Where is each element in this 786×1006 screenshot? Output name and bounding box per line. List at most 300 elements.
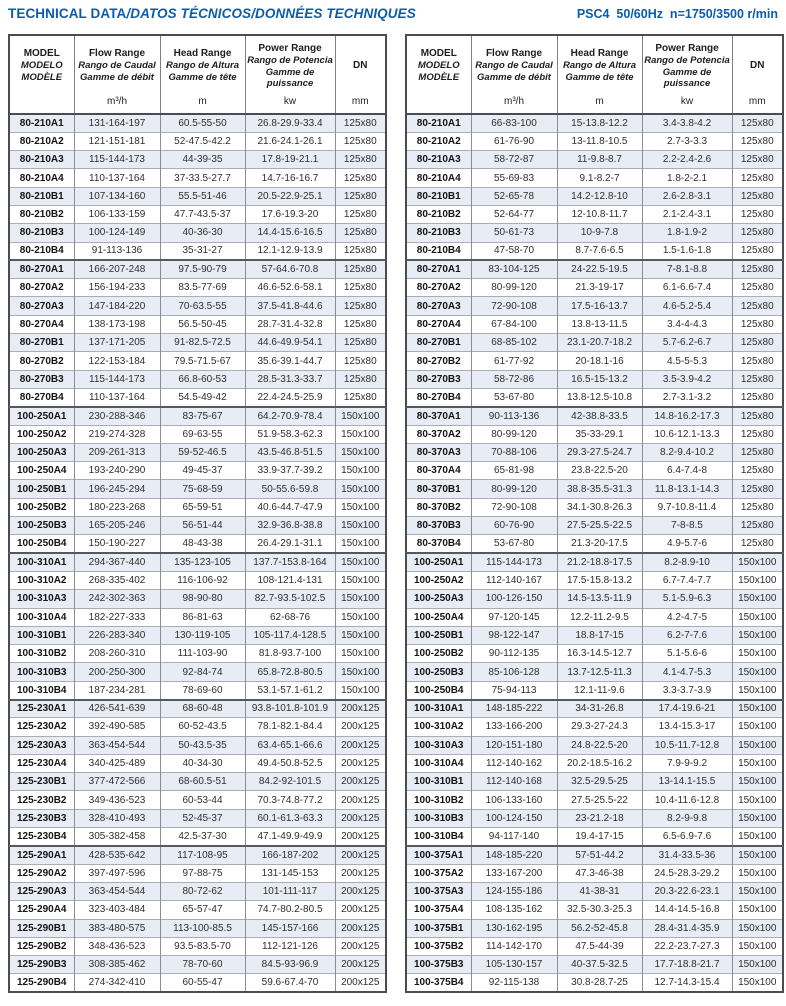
table-row (406, 132, 783, 150)
cell-model: 100-250B3 (406, 663, 471, 681)
table-row (9, 205, 386, 223)
cell-power-range: 47.1-49.9-49.9 (245, 828, 335, 846)
cell-power-range: 43.5-46.8-51.5 (245, 443, 335, 461)
cell-head-range: 12.1-11-9.6 (557, 681, 642, 699)
cell-power-range: 10.5-11.7-12.8 (642, 736, 732, 754)
cell-flow-range: 182-227-333 (74, 608, 160, 626)
cell-flow-range: 166-207-248 (74, 260, 160, 278)
cell-model: 100-310A1 (9, 553, 74, 571)
cell-flow-range: 110-137-164 (74, 388, 160, 406)
header-flow-fr: Gamme de débit (80, 72, 154, 83)
cell-dn: 150x100 (335, 462, 386, 480)
cell-head-range: 83-75-67 (160, 407, 245, 425)
cell-dn: 150x100 (732, 864, 783, 882)
cell-power-range: 5.1-5.9-6.3 (642, 590, 732, 608)
cell-dn: 200x125 (335, 828, 386, 846)
cell-model: 100-375B4 (406, 974, 471, 992)
cell-flow-range: 148-185-220 (471, 846, 557, 864)
table-row (9, 260, 386, 278)
cell-power-range: 5.1-5.6-6 (642, 645, 732, 663)
cell-power-range: 65.8-72.8-80.5 (245, 663, 335, 681)
table-row (406, 169, 783, 187)
cell-flow-range: 55-69-83 (471, 169, 557, 187)
cell-flow-range: 47-58-70 (471, 242, 557, 260)
table-row (9, 754, 386, 772)
cell-dn: 125x80 (335, 114, 386, 132)
cell-power-range: 60.1-61.3-63.3 (245, 809, 335, 827)
table-row (406, 791, 783, 809)
table-row (406, 645, 783, 663)
cell-flow-range: 105-130-157 (471, 956, 557, 974)
cell-flow-range: 130-162-195 (471, 919, 557, 937)
header-model-es: MODELO (20, 60, 63, 71)
cell-head-range: 56.2-52-45.8 (557, 919, 642, 937)
cell-power-range: 4.9-5.7-6 (642, 535, 732, 553)
cell-model: 125-230A3 (9, 736, 74, 754)
cell-head-range: 32.5-29.5-25 (557, 773, 642, 791)
cell-flow-range: 52-64-77 (471, 205, 557, 223)
table-row (406, 626, 783, 644)
header-model-fr: MODÈLE (418, 72, 460, 83)
cell-dn: 125x80 (732, 279, 783, 297)
cell-flow-range: 363-454-544 (74, 736, 160, 754)
cell-flow-range: 114-142-170 (471, 937, 557, 955)
cell-model: 125-290B1 (9, 919, 74, 937)
cell-flow-range: 108-135-162 (471, 901, 557, 919)
cell-power-range: 59.6-67.4-70 (245, 974, 335, 992)
cell-power-range: 46.6-52.6-58.1 (245, 279, 335, 297)
cell-flow-range: 377-472-566 (74, 773, 160, 791)
cell-model: 100-310B1 (9, 626, 74, 644)
cell-model: 125-290B3 (9, 956, 74, 974)
cell-flow-range: 66-83-100 (471, 114, 557, 132)
cell-model: 80-210A2 (9, 132, 74, 150)
table-row (9, 773, 386, 791)
cell-flow-range: 94-117-140 (471, 828, 557, 846)
cell-model: 125-290A2 (9, 864, 74, 882)
cell-power-range: 1.8-2-2.1 (642, 169, 732, 187)
cell-model: 125-230A1 (9, 700, 74, 718)
column-header-power-range (245, 35, 335, 114)
cell-power-range: 3.5-3.9-4.2 (642, 370, 732, 388)
cell-power-range: 26.4-29.1-31.1 (245, 535, 335, 553)
cell-flow-range: 97-120-145 (471, 608, 557, 626)
cell-power-range: 6.2-7-7.6 (642, 626, 732, 644)
table-row (9, 224, 386, 242)
table-row (406, 425, 783, 443)
cell-model: 80-270B1 (9, 334, 74, 352)
cell-dn: 150x100 (335, 645, 386, 663)
cell-flow-range: 92-115-138 (471, 974, 557, 992)
cell-dn: 125x80 (335, 151, 386, 169)
cell-model: 80-210A1 (406, 114, 471, 132)
cell-flow-range: 70-88-106 (471, 443, 557, 461)
cell-power-range: 9.7-10.8-11.4 (642, 498, 732, 516)
cell-head-range: 21.3-20-17.5 (557, 535, 642, 553)
table-row (9, 114, 386, 132)
cell-model: 80-270A2 (406, 279, 471, 297)
cell-head-range: 32.5-30.3-25.3 (557, 901, 642, 919)
cell-flow-range: 133-167-200 (471, 864, 557, 882)
cell-head-range: 40-36-30 (160, 224, 245, 242)
cell-head-range: 83.5-77-69 (160, 279, 245, 297)
cell-flow-range: 124-155-186 (471, 882, 557, 900)
header-head-fr: Gamme de tête (565, 72, 634, 83)
cell-dn: 125x80 (732, 315, 783, 333)
table-row (9, 132, 386, 150)
cell-flow-range: 58-72-87 (471, 151, 557, 169)
cell-head-range: 23-21.2-18 (557, 809, 642, 827)
table-row (9, 626, 386, 644)
cell-dn: 125x80 (335, 169, 386, 187)
table-row (406, 187, 783, 205)
cell-model: 100-310A2 (406, 718, 471, 736)
cell-dn: 150x100 (335, 498, 386, 516)
header-flow-en: Flow Range (485, 48, 543, 59)
cell-power-range: 108-121.4-131 (245, 571, 335, 589)
table-row (9, 480, 386, 498)
cell-flow-range: 65-81-98 (471, 462, 557, 480)
table-row (9, 297, 386, 315)
table-row (406, 773, 783, 791)
cell-power-range: 3.4-3.8-4.2 (642, 114, 732, 132)
table-row (9, 718, 386, 736)
cell-dn: 200x125 (335, 809, 386, 827)
cell-head-range: 40-37.5-32.5 (557, 956, 642, 974)
cell-flow-range: 187-234-281 (74, 681, 160, 699)
cell-power-range: 112-121-126 (245, 937, 335, 955)
cell-dn: 125x80 (732, 388, 783, 406)
cell-dn: 200x125 (335, 901, 386, 919)
cell-dn: 200x125 (335, 919, 386, 937)
cell-dn: 150x100 (732, 901, 783, 919)
cell-model: 80-270A3 (406, 297, 471, 315)
cell-model: 80-210A4 (406, 169, 471, 187)
cell-power-range: 84.2-92-101.5 (245, 773, 335, 791)
table-row (406, 974, 783, 992)
header-dn-unit: mm (748, 96, 766, 107)
cell-flow-range: 196-245-294 (74, 480, 160, 498)
cell-dn: 200x125 (335, 864, 386, 882)
cell-dn: 125x80 (335, 370, 386, 388)
cell-dn: 125x80 (732, 480, 783, 498)
cell-flow-range: 308-385-462 (74, 956, 160, 974)
cell-dn: 150x100 (732, 791, 783, 809)
cell-dn: 150x100 (335, 553, 386, 571)
cell-head-range: 10-9-7.8 (557, 224, 642, 242)
cell-dn: 150x100 (335, 480, 386, 498)
cell-head-range: 17.5-16-13.7 (557, 297, 642, 315)
cell-head-range: 13.8-12.5-10.8 (557, 388, 642, 406)
page-title-translations: /DATOS TÉCNICOS/DONNÉES TECHNIQUES (126, 6, 416, 21)
cell-head-range: 24.8-22.5-20 (557, 736, 642, 754)
cell-dn: 125x80 (335, 297, 386, 315)
column-header-dn (732, 35, 783, 114)
cell-flow-range: 226-283-340 (74, 626, 160, 644)
cell-model: 100-375A1 (406, 846, 471, 864)
page-header (8, 6, 780, 21)
cell-model: 100-310A1 (406, 700, 471, 718)
header-model-unit (10, 93, 74, 113)
cell-model: 100-250A4 (9, 462, 74, 480)
cell-head-range: 17.5-15.8-13.2 (557, 571, 642, 589)
cell-head-range: 47.3-46-38 (557, 864, 642, 882)
cell-dn: 125x80 (732, 425, 783, 443)
cell-model: 100-310B2 (406, 791, 471, 809)
cell-power-range: 20.5-22.9-25.1 (245, 187, 335, 205)
cell-model: 80-210A3 (9, 151, 74, 169)
cell-flow-range: 392-490-585 (74, 718, 160, 736)
cell-power-range: 64.2-70.9-78.4 (245, 407, 335, 425)
cell-dn: 150x100 (732, 718, 783, 736)
cell-flow-range: 383-480-575 (74, 919, 160, 937)
cell-dn: 200x125 (335, 700, 386, 718)
table-row (9, 407, 386, 425)
cell-model: 100-375A2 (406, 864, 471, 882)
table-row (9, 279, 386, 297)
table-row (406, 718, 783, 736)
cell-power-range: 12.7-14.3-15.4 (642, 974, 732, 992)
cell-flow-range: 115-144-173 (74, 370, 160, 388)
column-header-head-range (557, 35, 642, 114)
cell-dn: 125x80 (732, 224, 783, 242)
cell-model: 80-270B2 (406, 352, 471, 370)
table-row (9, 663, 386, 681)
cell-power-range: 8.2-8.9-10 (642, 553, 732, 571)
cell-flow-range: 428-535-642 (74, 846, 160, 864)
cell-flow-range: 100-124-149 (74, 224, 160, 242)
header-head-es: Rango de Altura (165, 60, 239, 71)
cell-dn: 150x100 (732, 956, 783, 974)
header-head-fr: Gamme de tête (168, 72, 237, 83)
cell-flow-range: 52-65-78 (471, 187, 557, 205)
cell-power-range: 17.6-19.3-20 (245, 205, 335, 223)
cell-model: 80-210A4 (9, 169, 74, 187)
cell-head-range: 65-57-47 (160, 901, 245, 919)
cell-flow-range: 67-84-100 (471, 315, 557, 333)
cell-head-range: 66.8-60-53 (160, 370, 245, 388)
cell-head-range: 97.5-90-79 (160, 260, 245, 278)
cell-power-range: 84.5-93-96.9 (245, 956, 335, 974)
cell-model: 80-210B3 (406, 224, 471, 242)
cell-power-range: 57-64.6-70.8 (245, 260, 335, 278)
cell-power-range: 8.2-9.4-10.2 (642, 443, 732, 461)
cell-power-range: 2.1-2.4-3.1 (642, 205, 732, 223)
cell-flow-range: 106-133-160 (471, 791, 557, 809)
cell-model: 100-250A1 (9, 407, 74, 425)
table-row (9, 645, 386, 663)
cell-model: 125-290A4 (9, 901, 74, 919)
cell-power-range: 1.8-1.9-2 (642, 224, 732, 242)
cell-dn: 200x125 (335, 718, 386, 736)
cell-power-range: 35.6-39.1-44.7 (245, 352, 335, 370)
cell-head-range: 42.5-37-30 (160, 828, 245, 846)
cell-model: 125-290A3 (9, 882, 74, 900)
header-flow-en: Flow Range (88, 48, 146, 59)
cell-model: 80-370A1 (406, 407, 471, 425)
cell-power-range: 7.9-9-9.2 (642, 754, 732, 772)
cell-head-range: 27.5-25.5-22 (557, 791, 642, 809)
cell-model: 100-250A2 (9, 425, 74, 443)
table-row (9, 791, 386, 809)
table-row (406, 443, 783, 461)
cell-dn: 150x100 (335, 681, 386, 699)
table-row (406, 260, 783, 278)
cell-power-range: 40.6-44.7-47.9 (245, 498, 335, 516)
cell-dn: 125x80 (335, 315, 386, 333)
header-dn: DN (353, 60, 368, 71)
cell-flow-range: 53-67-80 (471, 388, 557, 406)
table-row (9, 535, 386, 553)
table-row (406, 571, 783, 589)
cell-dn: 125x80 (732, 352, 783, 370)
cell-dn: 200x125 (335, 937, 386, 955)
tables-container (8, 34, 780, 993)
cell-dn: 150x100 (335, 663, 386, 681)
cell-head-range: 35-33-29.1 (557, 425, 642, 443)
header-flow-es: Rango de Caudal (475, 60, 553, 71)
cell-model: 100-310B2 (9, 645, 74, 663)
cell-dn: 200x125 (335, 754, 386, 772)
cell-flow-range: 100-124-150 (471, 809, 557, 827)
cell-model: 80-270A4 (9, 315, 74, 333)
header-head-unit: m (198, 96, 207, 107)
cell-model: 100-375B1 (406, 919, 471, 937)
cell-power-range: 3.3-3.7-3.9 (642, 681, 732, 699)
cell-head-range: 47.5-44-39 (557, 937, 642, 955)
cell-head-range: 38.8-35.5-31.3 (557, 480, 642, 498)
cell-flow-range: 131-164-197 (74, 114, 160, 132)
cell-model: 100-250B1 (406, 626, 471, 644)
table-row (9, 700, 386, 718)
cell-flow-range: 61-76-90 (471, 132, 557, 150)
cell-head-range: 49-45-37 (160, 462, 245, 480)
cell-power-range: 10.6-12.1-13.3 (642, 425, 732, 443)
cell-dn: 150x100 (732, 754, 783, 772)
cell-power-range: 2.7-3-3.3 (642, 132, 732, 150)
cell-dn: 150x100 (732, 773, 783, 791)
cell-flow-range: 90-113-136 (471, 407, 557, 425)
cell-head-range: 23.8-22.5-20 (557, 462, 642, 480)
cell-head-range: 27.5-25.5-22.5 (557, 517, 642, 535)
cell-model: 80-270B2 (9, 352, 74, 370)
cell-flow-range: 242-302-363 (74, 590, 160, 608)
table-row (406, 590, 783, 608)
cell-head-range: 59-52-46.5 (160, 443, 245, 461)
column-header-dn (335, 35, 386, 114)
cell-model: 100-250A1 (406, 553, 471, 571)
cell-dn: 125x80 (335, 352, 386, 370)
cell-flow-range: 156-194-233 (74, 279, 160, 297)
cell-power-range: 33.9-37.7-39.2 (245, 462, 335, 480)
cell-flow-range: 122-153-184 (74, 352, 160, 370)
table-row (9, 352, 386, 370)
cell-dn: 150x100 (732, 809, 783, 827)
cell-flow-range: 80-99-120 (471, 480, 557, 498)
cell-model: 100-250B2 (9, 498, 74, 516)
cell-head-range: 48-43-38 (160, 535, 245, 553)
cell-head-range: 13.7-12.5-11.3 (557, 663, 642, 681)
cell-power-range: 81.8-93.7-100 (245, 645, 335, 663)
cell-dn: 125x80 (335, 260, 386, 278)
cell-model: 100-250A4 (406, 608, 471, 626)
table-row (406, 535, 783, 553)
cell-head-range: 21.2-18.8-17.5 (557, 553, 642, 571)
cell-head-range: 92-84-74 (160, 663, 245, 681)
cell-model: 125-290B2 (9, 937, 74, 955)
cell-model: 80-270A3 (9, 297, 74, 315)
cell-head-range: 13-11.8-10.5 (557, 132, 642, 150)
header-power-fr: Gamme de puissance (265, 66, 315, 89)
column-header-head-range (160, 35, 245, 114)
cell-dn: 125x80 (732, 297, 783, 315)
table-row (406, 114, 783, 132)
table-row (9, 242, 386, 260)
cell-model: 125-230B1 (9, 773, 74, 791)
cell-model: 100-375A4 (406, 901, 471, 919)
cell-head-range: 50-43.5-35 (160, 736, 245, 754)
header-model-fr: MODÈLE (21, 72, 63, 83)
cell-dn: 150x100 (335, 590, 386, 608)
cell-dn: 125x80 (335, 334, 386, 352)
cell-dn: 125x80 (732, 169, 783, 187)
cell-model: 80-210B1 (9, 187, 74, 205)
table-row (9, 334, 386, 352)
cell-flow-range: 180-223-268 (74, 498, 160, 516)
cell-power-range: 101-111-117 (245, 882, 335, 900)
cell-dn: 125x80 (732, 443, 783, 461)
cell-flow-range: 147-184-220 (74, 297, 160, 315)
cell-flow-range: 80-99-120 (471, 279, 557, 297)
table-row (9, 590, 386, 608)
cell-model: 80-270A1 (406, 260, 471, 278)
cell-model: 100-310B1 (406, 773, 471, 791)
cell-flow-range: 137-171-205 (74, 334, 160, 352)
table-row (9, 388, 386, 406)
cell-model: 100-250A3 (9, 443, 74, 461)
table-row (406, 736, 783, 754)
cell-head-range: 117-108-95 (160, 846, 245, 864)
table-row (406, 315, 783, 333)
cell-head-range: 78-69-60 (160, 681, 245, 699)
cell-model: 100-250B4 (406, 681, 471, 699)
cell-head-range: 37-33.5-27.7 (160, 169, 245, 187)
cell-power-range: 44.6-49.9-54.1 (245, 334, 335, 352)
cell-model: 100-310B4 (9, 681, 74, 699)
cell-model: 80-270A1 (9, 260, 74, 278)
table-row (9, 919, 386, 937)
table-row (9, 370, 386, 388)
cell-head-range: 56-51-44 (160, 517, 245, 535)
table-row (406, 956, 783, 974)
table-row (406, 663, 783, 681)
cell-dn: 150x100 (732, 590, 783, 608)
cell-flow-range: 274-342-410 (74, 974, 160, 992)
cell-flow-range: 349-436-523 (74, 791, 160, 809)
cell-head-range: 16.3-14.5-12.7 (557, 645, 642, 663)
cell-flow-range: 340-425-489 (74, 754, 160, 772)
cell-power-range: 10.4-11.6-12.8 (642, 791, 732, 809)
cell-power-range: 70.3-74.8-77.2 (245, 791, 335, 809)
cell-power-range: 49.4-50.8-52.5 (245, 754, 335, 772)
pump-series-spec: PSC4 50/60Hz n=1750/3500 r/min (576, 7, 778, 21)
cell-flow-range: 115-144-173 (74, 151, 160, 169)
cell-flow-range: 61-77-92 (471, 352, 557, 370)
cell-head-range: 16.5-15-13.2 (557, 370, 642, 388)
table-row (406, 809, 783, 827)
table-row (9, 864, 386, 882)
cell-power-range: 14.8-16.2-17.3 (642, 407, 732, 425)
